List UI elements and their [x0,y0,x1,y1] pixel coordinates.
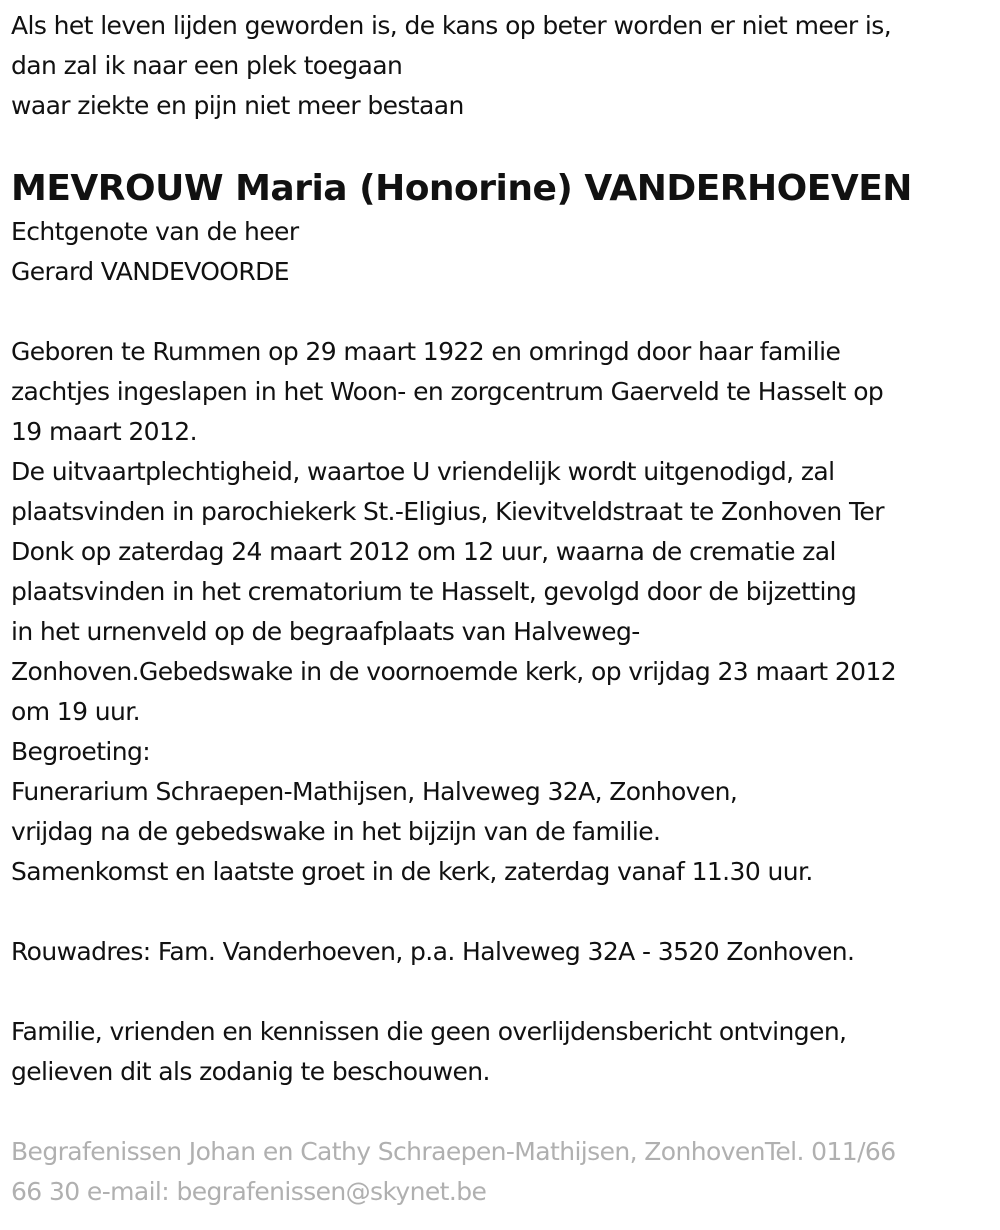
notice [11,1012,988,1092]
spouse-line: Gerard VANDEVOORDE [11,257,289,286]
details-line: Funerarium Schraepen-Mathijsen, Halveweg 32A, Zonhoven, [11,777,738,806]
details-line: Donk op zaterdag 24 maart 2012 om 12 uur, waarna de crematie zal [11,537,836,566]
poem-line: waar ziekte en pijn niet meer bestaan [11,91,464,120]
footer-line: Begrafenissen Johan en Cathy Schraepen-Mathijsen, ZonhovenTel. 011/66 [11,1137,896,1166]
details-line: plaatsvinden in het crematorium te Hasselt, gevolgd door de bijzetting [11,577,857,606]
notice-line: gelieven dit als zodanig te beschouwen. [11,1057,490,1086]
spouse-line: Echtgenote van de heer [11,217,299,246]
funeral-details [11,332,988,892]
details-line: Begroeting: [11,737,151,766]
footer-line: 66 30 e-mail: begrafenissen@skynet.be [11,1177,487,1206]
details-line: vrijdag na de gebedswake in het bijzijn van de familie. [11,817,661,846]
spacer [11,972,988,1012]
spacer [11,892,988,932]
details-line: De uitvaartplechtigheid, waartoe U vriendelijk wordt uitgenodigd, zal [11,457,835,486]
poem-line: dan zal ik naar een plek toegaan [11,51,403,80]
poem [11,6,988,126]
funeral-home-footer [11,1132,988,1212]
poem-line: Als het leven lijden geworden is, de kans op beter worden er niet meer is, [11,11,892,40]
mourning-address: Rouwadres: Fam. Vanderhoeven, p.a. Halveweg 32A - 3520 Zonhoven. [11,937,855,966]
details-line: zachtjes ingeslapen in het Woon- en zorgcentrum Gaerveld te Hasselt op [11,377,884,406]
details-line: Zonhoven.Gebedswake in de voornoemde kerk, op vrijdag 23 maart 2012 [11,657,897,686]
details-line: in het urnenveld op de begraafplaats van Halveweg- [11,617,640,646]
notice-line: Familie, vrienden en kennissen die geen overlijdensbericht ontvingen, [11,1017,847,1046]
title-block [11,166,988,292]
details-line: plaatsvinden in parochiekerk St.-Eligius, Kievitveldstraat te Zonhoven Ter [11,497,884,526]
details-line: Geboren te Rummen op 29 maart 1922 en omringd door haar familie [11,337,841,366]
spacer [11,292,988,332]
spacer [11,1092,988,1132]
details-line: om 19 uur. [11,697,140,726]
details-line: Samenkomst en laatste groet in de kerk, zaterdag vanaf 11.30 uur. [11,857,813,886]
deceased-name: MEVROUW Maria (Honorine) VANDERHOEVEN [11,168,912,209]
details-line: 19 maart 2012. [11,417,197,446]
